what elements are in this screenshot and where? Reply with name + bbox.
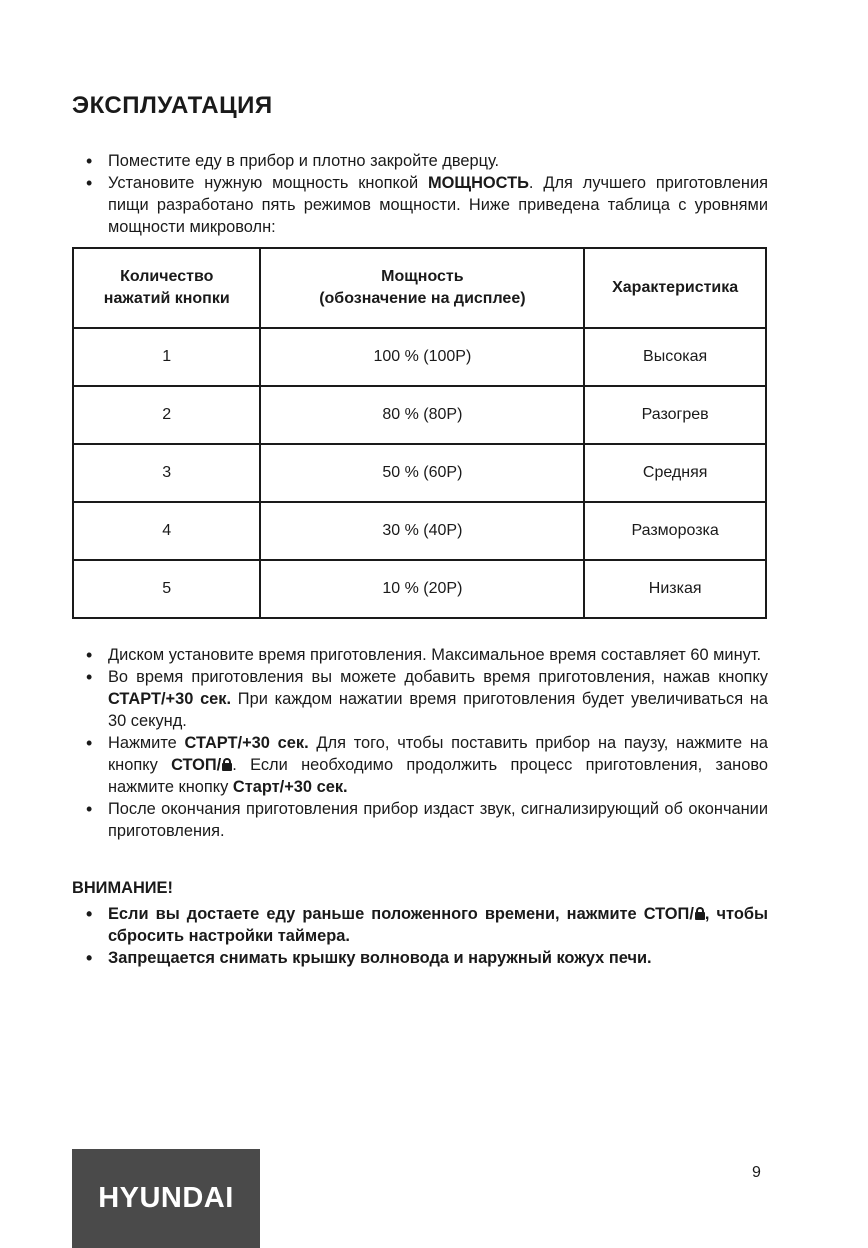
header-characteristic: Характеристика [584,248,766,328]
list-item: • Запрещается снимать крышку волновода и наружный кожух печи. [72,947,768,969]
list-item: • После окончания приготовления прибор издаст звук, сигнализирующий об окончании приготовления. [72,798,768,842]
cell-presses: 3 [73,444,260,502]
stop-button-name: СТОП/ [171,756,232,774]
table-row [73,328,766,386]
table-row [73,386,766,444]
start-button-name: СТАРТ/+30 сек. [184,734,309,752]
list-item: • Нажмите СТАРТ/+30 сек. Для того, чтобы поставить прибор на паузу, нажмите на кнопку СТОП/ . Если необходимо продолжить процесс приготовления, заново нажмите кнопку Старт/+30 сек. [72,732,768,798]
cell-presses: 2 [73,386,260,444]
cell-level: Высокая [584,328,766,386]
cell-power: 50 % (60P) [260,444,584,502]
start-button-name: СТАРТ/+30 сек. [108,690,232,708]
table-header-row [73,248,766,328]
intro-list [72,150,768,238]
attention-list [72,903,768,969]
cell-power: 100 % (100P) [260,328,584,386]
cell-level: Разогрев [584,386,766,444]
lock-icon [695,907,705,920]
list-item: • Если вы достаете еду раньше положенного времени, нажмите СТОП/ , чтобы сбросить настройки таймера. [72,903,768,947]
list-item: • Во время приготовления вы можете добавить время приготовления, нажав кнопку СТАРТ/+30 сек. При каждом нажатии время приготовления будет увеличиваться на 30 секунд. [72,666,768,732]
list-item: • Диском установите время приготовления. Максимальное время составляет 60 минут. [72,644,768,666]
lock-icon [222,758,232,771]
start-button-name: Старт/+30 сек. [232,778,348,796]
cell-level: Низкая [584,560,766,618]
cell-power: 30 % (40P) [260,502,584,560]
list-item: • Поместите еду в прибор и плотно закройте дверцу. [72,150,768,172]
cell-presses: 5 [73,560,260,618]
cell-power: 10 % (20P) [260,560,584,618]
header-presses: Количество нажатий кнопки [73,248,260,328]
table-row [73,560,766,618]
power-levels-table [72,247,767,619]
hyundai-logo: HYUNDAI [72,1149,260,1248]
header-power: Мощность (обозначение на дисплее) [260,248,584,328]
table-row [73,502,766,560]
page-number: 9 [752,1164,761,1181]
power-button-name: МОЩНОСТЬ [427,174,529,192]
list-item: • Установите нужную мощность кнопкой МОЩНОСТЬ. Для лучшего приготовления пищи разработано пять режимов мощности. Ниже приведена таблица с уровнями мощности микроволн: [72,172,768,238]
cell-level: Разморозка [584,502,766,560]
cell-presses: 1 [73,328,260,386]
instructions-list [72,644,768,842]
table-row [73,444,766,502]
cell-power: 80 % (80P) [260,386,584,444]
cell-presses: 4 [73,502,260,560]
section-title: ЭКСПЛУАТАЦИЯ [72,92,273,119]
cell-level: Средняя [584,444,766,502]
attention-heading: ВНИМАНИЕ! [72,879,173,897]
